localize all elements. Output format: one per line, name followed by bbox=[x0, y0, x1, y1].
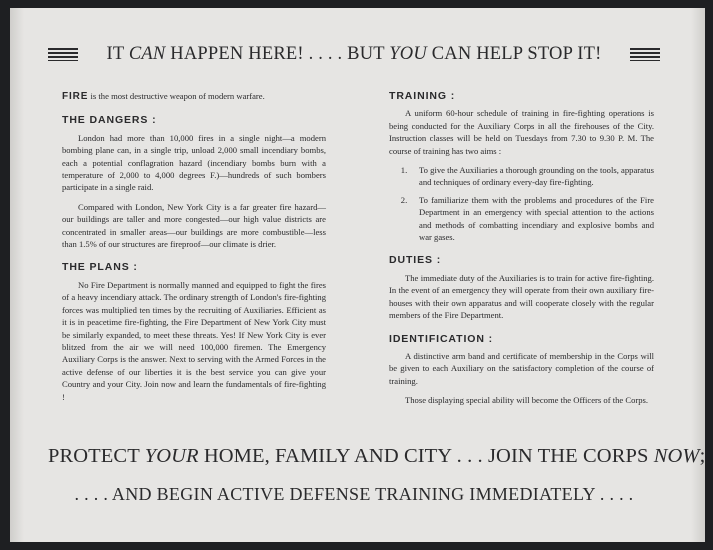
headline-emphasis-can: CAN bbox=[128, 44, 166, 64]
list-item-text: To familiarize them with the problems and procedures of the Fire Department in an emergency with special attention to the actions and methods of combatting incendiary and explosive bombs and war gases. bbox=[419, 194, 654, 243]
footer-emphasis-your: YOUR bbox=[144, 445, 199, 467]
left-column bbox=[62, 90, 326, 410]
headline-text bbox=[107, 44, 602, 65]
headline-part-3: CAN HELP STOP IT! bbox=[426, 44, 602, 64]
dangers-heading: THE DANGERS : bbox=[62, 114, 157, 127]
dangers-paragraph-2: Compared with London, New York City is a far greater fire hazard—our buildings are taller and more congested—our high value districts are concentrated in smaller areas—our buildings are more combustible—less than 1.5% of our structures are fireproof—our climate is drier. bbox=[62, 201, 326, 250]
flyer-page bbox=[10, 8, 705, 542]
identification-paragraph-1: A distinctive arm band and certificate of membership in the Corps will be given to each Auxiliary on the satisfactory completion of the course of training. bbox=[389, 350, 654, 386]
training-aims-list bbox=[389, 164, 654, 243]
headline-banner bbox=[48, 44, 660, 65]
identification-paragraph-2: Those displaying special ability will become the Officers of the Corps. bbox=[405, 395, 649, 406]
footer-part-3: ; bbox=[699, 445, 705, 467]
decorative-bars-left bbox=[48, 48, 78, 61]
plans-heading: THE PLANS : bbox=[62, 261, 138, 274]
duties-heading: DUTIES : bbox=[389, 254, 442, 267]
plans-paragraph: No Fire Department is normally manned and equipped to fight the fires of a heavy incendiary attack. The ordinary strength of London's fire-fighting forces was multiplied ten times by the recruiting of Auxiliaries. Efficient as it is in peacetime fire-fighting, the Fire Department of New York City must be similarly expanded, to meet these threats. Yes! If New York City is ever blitzed from the air we will need 100,000 firemen. The Emergency Auxiliary Corps is the answer. Next to serving with the Armed Forces in the active defense of our liberties it is the best service you can give your Country and your City. Join now and learn the fundamentals of fire-fighting ! bbox=[62, 279, 326, 402]
list-item bbox=[389, 164, 654, 189]
fire-text: is the most destructive weapon of modern warfare. bbox=[88, 91, 265, 101]
list-item-number: 2. bbox=[400, 194, 408, 205]
duties-paragraph: The immediate duty of the Auxiliaries is to train for active fire-fighting. In the event of an emergency they will operate from their own auxiliary fire-houses with their own apparatus and will cooperate closely with the regular members of the Fire Department. bbox=[389, 272, 654, 321]
footer-line-2: . . . . AND BEGIN ACTIVE DEFENSE TRAINING IMMEDIATELY . . . . bbox=[74, 484, 634, 504]
list-item-number: 1. bbox=[400, 165, 408, 176]
fire-intro bbox=[62, 90, 326, 103]
decorative-bars-right bbox=[630, 48, 660, 61]
list-item-text: To give the Auxiliaries a thorough grounding on the tools, apparatus and techniques of ordinary every-day fire-fighting. bbox=[419, 165, 654, 188]
footer-line-1 bbox=[48, 445, 705, 468]
footer-part-1: PROTECT bbox=[48, 445, 145, 467]
dangers-paragraph-1: London had more than 10,000 fires in a single night—a modern bombing plane can, in a single trip, unload 2,000 small incendiary bombs, each a potential conflagration hazard (incendiary bombs burn with a temperature of 2,000 to 4,000 degrees F.)—hundreds of such bombers participate in a single raid. bbox=[62, 132, 326, 193]
training-heading: TRAINING : bbox=[389, 90, 456, 102]
footer-part-2: HOME, FAMILY AND CITY . . . JOIN THE CORPS bbox=[198, 445, 654, 467]
headline-part-2: HAPPEN HERE! . . . . BUT bbox=[165, 44, 390, 64]
identification-heading: IDENTIFICATION : bbox=[389, 332, 494, 345]
headline-emphasis-you: YOU bbox=[389, 44, 427, 64]
training-paragraph: A uniform 60-hour schedule of training in fire-fighting operations is being conducted for the Auxiliary Corps in all the firehouses of the City. Instruction classes will be held on Tuesdays from 7.30 to 9.30 P. M. The course of training has two aims : bbox=[389, 108, 654, 156]
list-item bbox=[389, 194, 654, 244]
right-column bbox=[389, 90, 654, 414]
headline-part-1: IT bbox=[106, 44, 129, 64]
footer-emphasis-now: NOW bbox=[653, 445, 700, 467]
fire-keyword: FIRE bbox=[62, 91, 89, 102]
page-edge-left bbox=[10, 8, 24, 542]
